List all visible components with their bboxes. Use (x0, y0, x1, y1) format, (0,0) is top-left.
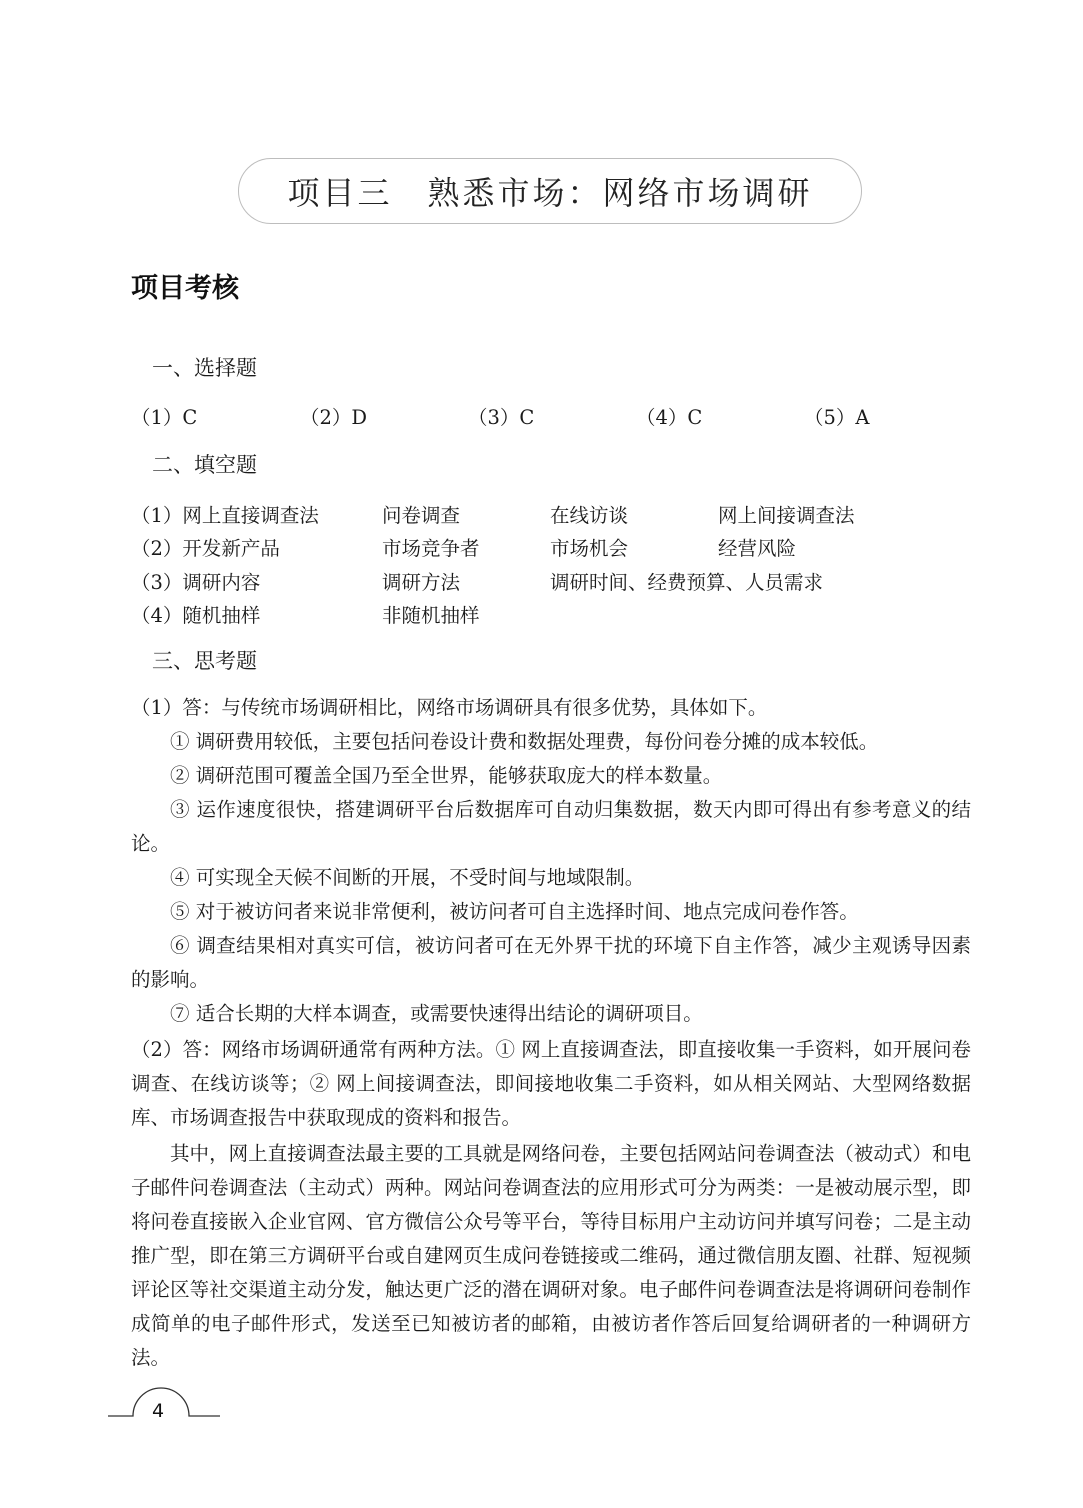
part1-heading: 一、选择题 (152, 356, 257, 380)
q1-point: ① 调研费用较低，主要包括问卷设计费和数据处理费，每份问卷分摊的成本较低。 (170, 730, 879, 753)
q1-point: ⑤ 对于被访问者来说非常便利，被访问者可自主选择时间、地点完成问卷作答。 (170, 900, 859, 923)
choice-answer: （5）A (804, 406, 870, 429)
fill-answer: 非随机抽样 (382, 604, 480, 627)
chapter-title: 项目三 熟悉市场：网络市场调研 (287, 174, 813, 212)
q1-point: ② 调研范围可覆盖全国乃至全世界，能够获取庞大的样本数量。 (170, 764, 723, 787)
fill-answer: （2）开发新产品 (131, 537, 280, 560)
fill-answer: 调研时间、经费预算、人员需求 (550, 571, 824, 594)
q1-point: ⑦ 适合长期的大样本调查，或需要快速得出结论的调研项目。 (170, 1002, 703, 1025)
fill-answer: （3）调研内容 (131, 571, 261, 594)
q1-intro: （1）答：与传统市场调研相比，网络市场调研具有很多优势，具体如下。 (131, 696, 768, 719)
fill-answer: 市场机会 (550, 537, 629, 560)
part3-heading: 三、思考题 (152, 649, 257, 673)
choice-answer: （2）D (300, 406, 368, 429)
fill-answer: 调研方法 (382, 571, 461, 594)
section-heading: 项目考核 (131, 273, 239, 304)
fill-answer: 问卷调查 (382, 504, 461, 527)
fill-answer: 经营风险 (718, 537, 797, 560)
part2-heading: 二、填空题 (152, 453, 257, 477)
fill-answer: 市场竞争者 (382, 537, 480, 560)
choice-answer: （3）C (468, 406, 535, 429)
choice-answer: （1）C (131, 406, 198, 429)
q1-point: ④ 可实现全天候不间断的开展，不受时间与地域限制。 (170, 866, 645, 889)
page-number: 4 (151, 1400, 165, 1422)
q1-point: ③ 运作速度很快，搭建调研平台后数据库可自动归集数据，数天内即可得出有参考意义的结论。 (131, 798, 971, 855)
fill-answer: 在线访谈 (550, 504, 629, 527)
fill-answer: （4）随机抽样 (131, 604, 261, 627)
fill-answer: （1）网上直接调查法 (131, 504, 319, 527)
choice-answer: （4）C (636, 406, 703, 429)
fill-answer: 网上间接调查法 (718, 504, 855, 527)
q2-paragraph: （2）答：网络市场调研通常有两种方法。① 网上直接调查法，即直接收集一手资料，如开展问卷调查、在线访谈等；② 网上间接调查法，即间接地收集二手资料，如从相关网站、大型网络数据库、市场调查报告中获取现成的资料和报告。 (131, 1038, 971, 1129)
page-number-ornament (108, 1382, 220, 1432)
q2-paragraph: 其中，网上直接调查法最主要的工具就是网络问卷，主要包括网站问卷调查法（被动式）和电子邮件问卷调查法（主动式）两种。网站问卷调查法的应用形式可分为两类：一是被动展示型，即将问卷直接嵌入企业官网、官方微信公众号等平台，等待目标用户主动访问并填写问卷；二是主动推广型，即在第三方调研平台或自建网页生成问卷链接或二维码，通过微信朋友圈、社群、短视频评论区等社交渠道主动分发，触达更广泛的潜在调研对象。电子邮件问卷调查法是将调研问卷制作成简单的电子邮件形式，发送至已知被访者的邮箱，由被访者作答后回复给调研者的一种调研方法。 (131, 1142, 971, 1369)
chapter-title-box (238, 158, 862, 224)
q1-point: ⑥ 调查结果相对真实可信，被访问者可在无外界干扰的环境下自主作答，减少主观诱导因素的影响。 (131, 934, 971, 991)
